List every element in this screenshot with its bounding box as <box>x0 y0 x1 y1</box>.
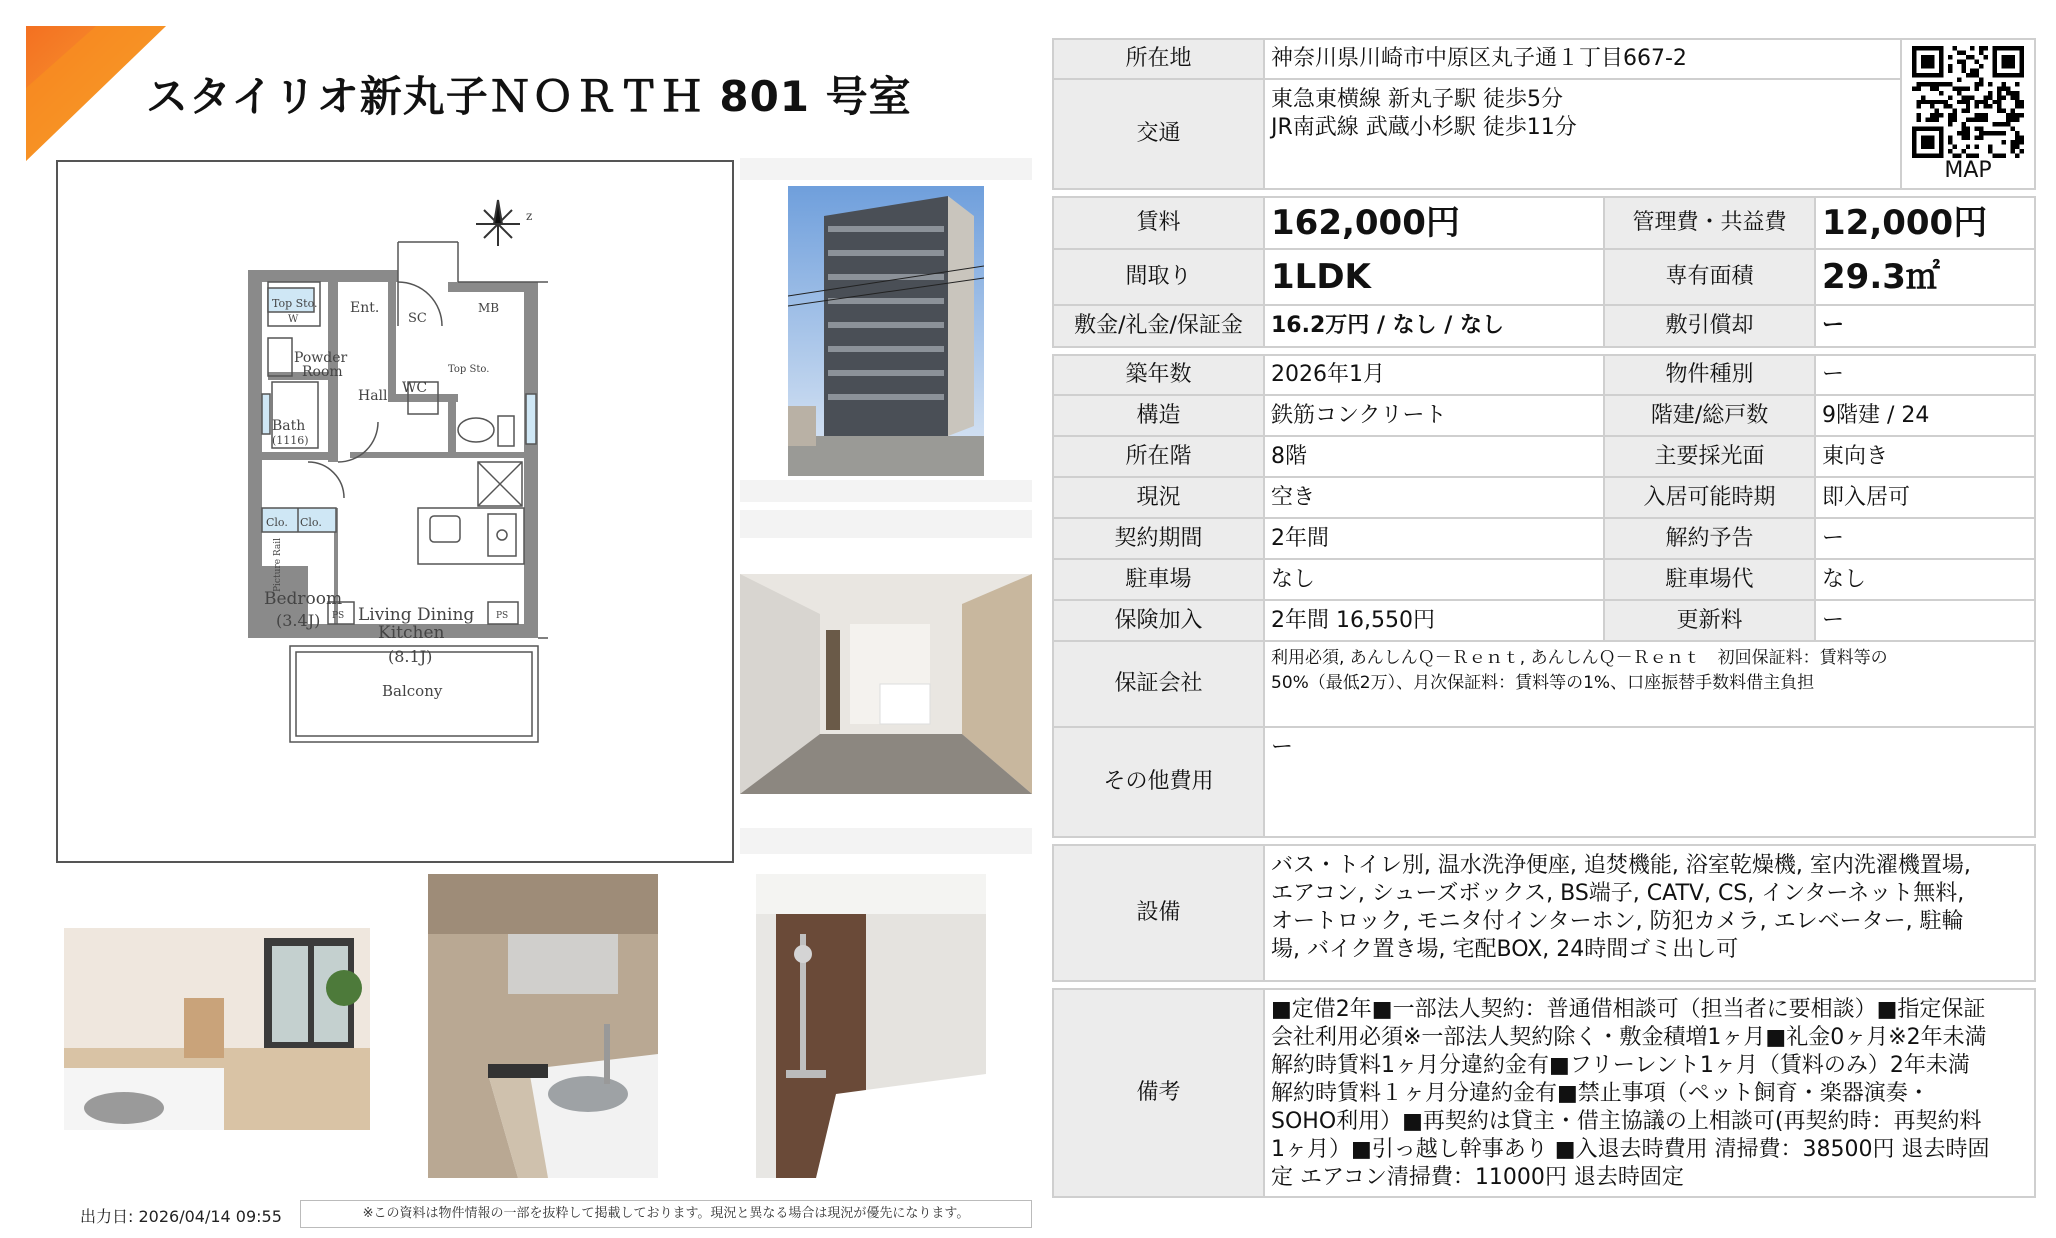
remarks-line-6: 1ヶ月）■引っ越し幹事あり ■入退去時費用 清掃費：38500円 退去時固 <box>1271 1137 1990 1162</box>
fp-clo-2: Clo. <box>300 516 322 529</box>
output-date: 出力日: 2026/04/14 09:55 <box>80 1207 282 1226</box>
floors-units-value: 9階建 / 24 <box>1815 395 2035 436</box>
parking-fee-value: なし <box>1815 559 2035 600</box>
lighting-label: 主要採光面 <box>1604 436 1815 477</box>
lighting-value: 東向き <box>1815 436 2035 477</box>
notice-value: ー <box>1815 518 2035 559</box>
fp-ldk-2: Kitchen <box>378 623 445 643</box>
deposit-label: 敷金/礼金/保証金 <box>1053 305 1264 347</box>
map-qr-code-icon[interactable] <box>1912 46 2024 158</box>
remarks-line-7: 定 エアコン清掃費：11000円 退去時固定 <box>1271 1165 1684 1190</box>
insurance-value: 2年間 16,550円 <box>1264 600 1604 641</box>
structure-value: 鉄筋コンクリート <box>1264 395 1604 436</box>
layout-value: 1LDK <box>1264 249 1604 305</box>
amortization-value: ー <box>1815 305 2035 347</box>
fp-ps-2: PS <box>496 611 509 621</box>
amortization-label: 敷引償却 <box>1604 305 1815 347</box>
renewal-label: 更新料 <box>1604 600 1815 641</box>
mgmt-fee-value: 12,000円 <box>1815 197 2035 249</box>
equipment-value <box>1264 845 2035 981</box>
property-type-label: 物件種別 <box>1604 355 1815 395</box>
fp-top-sto: Top Sto. <box>272 297 318 310</box>
fp-hall: Hall <box>358 388 388 404</box>
renewal-value: ー <box>1815 600 2035 641</box>
status-value: 空き <box>1264 477 1604 518</box>
remarks-label: 備考 <box>1053 989 1264 1197</box>
property-type-value: ー <box>1815 355 2035 395</box>
move-in-value: 即入居可 <box>1815 477 2035 518</box>
transit-line-1: 東急東横線 新丸子駅 徒歩5分 <box>1271 87 1563 112</box>
fp-clo-1: Clo. <box>266 516 288 529</box>
layout-label: 間取り <box>1053 249 1264 305</box>
equipment-line-3: オートロック, モニタ付インターホン, 防犯カメラ, エレベーター, 駐輪 <box>1271 909 1964 934</box>
living-room-photo <box>64 928 370 1130</box>
area-value: 29.3㎡ <box>1815 249 2035 305</box>
fp-bath-size: (1116) <box>272 434 309 447</box>
photo-divider <box>740 510 1032 538</box>
photo-divider <box>740 158 1032 180</box>
fp-bath: Bath <box>272 418 306 434</box>
built-value: 2026年1月 <box>1264 355 1604 395</box>
bathroom-photo <box>756 874 986 1178</box>
fp-ldk-1: Living Dining <box>358 605 475 625</box>
photo-divider <box>740 480 1032 502</box>
floor-label: 所在階 <box>1053 436 1264 477</box>
building-exterior-photo <box>788 186 984 476</box>
contract-label: 契約期間 <box>1053 518 1264 559</box>
fp-powder-2: Room <box>302 364 343 380</box>
fp-ldk-size: (8.1J) <box>388 647 433 666</box>
fp-bedroom-size: (3.4J) <box>276 611 321 630</box>
guarantor-value <box>1264 641 2035 727</box>
status-label: 現況 <box>1053 477 1264 518</box>
disclaimer-note: ※この資料は物件情報の一部を抜粋して掲載しております。現況と異なる場合は現況が優先になります。 <box>300 1200 1032 1228</box>
remarks-line-4: 解約時賃料１ヶ月分違約金有■禁止事項（ペット飼育・楽器演奏・ <box>1271 1081 1930 1106</box>
fp-bedroom: Bedroom <box>264 589 343 609</box>
corner-logo-mark <box>26 26 166 161</box>
notice-label: 解約予告 <box>1604 518 1815 559</box>
transit-line-2: JR南武線 武蔵小杉駅 徒歩11分 <box>1271 115 1577 140</box>
move-in-label: 入居可能時期 <box>1604 477 1815 518</box>
rent-label: 賃料 <box>1053 197 1264 249</box>
remarks-line-1: ■定借2年■一部法人契約：普通借相談可（担当者に要相談）■指定保証 <box>1271 997 1986 1022</box>
remarks-value <box>1264 989 2035 1197</box>
transit-value <box>1264 79 1901 189</box>
parking-fee-label: 駐車場代 <box>1604 559 1815 600</box>
north-compass-icon <box>476 200 520 246</box>
floor-value: 8階 <box>1264 436 1604 477</box>
north-label: z <box>526 209 533 223</box>
other-fees-value: ー <box>1264 727 2035 837</box>
floor-plan <box>56 160 734 863</box>
page-title: スタイリオ新丸子ＮＯＲＴＨ 801 号室 <box>146 72 912 121</box>
parking-label: 駐車場 <box>1053 559 1264 600</box>
guarantor-label: 保証会社 <box>1053 641 1264 727</box>
fp-picture-rail: Picture Rail <box>273 538 283 592</box>
equipment-label: 設備 <box>1053 845 1264 981</box>
guarantor-line-2: 50%（最低2万）、月次保証料：賃料等の1%、口座振替手数料借主負担 <box>1271 673 1815 693</box>
other-fees-label: その他費用 <box>1053 727 1264 837</box>
structure-label: 構造 <box>1053 395 1264 436</box>
fp-sc: SC <box>408 311 427 326</box>
area-label: 専有面積 <box>1604 249 1815 305</box>
address-label: 所在地 <box>1053 39 1264 79</box>
photo-divider <box>740 828 1032 854</box>
map-label[interactable]: MAP <box>1944 158 1992 183</box>
equipment-line-4: 場, バイク置き場, 宅配BOX, 24時間ゴミ出し可 <box>1271 937 1739 962</box>
transit-label: 交通 <box>1053 79 1264 189</box>
fp-wc: WC <box>402 380 428 396</box>
contract-value: 2年間 <box>1264 518 1604 559</box>
floors-units-label: 階建/総戸数 <box>1604 395 1815 436</box>
address-value: 神奈川県川崎市中原区丸子通１丁目667-2 <box>1264 39 1901 79</box>
property-info-table <box>1052 38 2036 1198</box>
deposit-value: 16.2万円 / なし / なし <box>1264 305 1604 347</box>
remarks-line-2: 会社利用必須※一部法人契約除く・敷金積増1ヶ月■礼金0ヶ月※2年未満 <box>1271 1025 1987 1050</box>
rent-value: 162,000円 <box>1264 197 1604 249</box>
fp-ent: Ent. <box>350 300 380 316</box>
built-label: 築年数 <box>1053 355 1264 395</box>
insurance-label: 保険加入 <box>1053 600 1264 641</box>
fp-top-sto-2: Top Sto. <box>448 364 490 375</box>
fp-mb: MB <box>478 301 500 315</box>
living-room-interior-photo <box>740 574 1032 794</box>
fp-powder-1: Powder <box>294 350 348 366</box>
fp-w: W <box>288 314 299 325</box>
mgmt-fee-label: 管理費・共益費 <box>1604 197 1815 249</box>
parking-value: なし <box>1264 559 1604 600</box>
equipment-line-2: エアコン, シューズボックス, BS端子, CATV, CS, インターネット無料, <box>1271 881 1965 906</box>
remarks-line-5: SOHO利用）■再契約は貸主・借主協議の上相談可(再契約時：再契約料 <box>1271 1109 1982 1134</box>
remarks-line-3: 解約時賃料1ヶ月分違約金有■フリーレント1ヶ月（賃料のみ）2年未満 <box>1271 1053 1970 1078</box>
kitchen-photo <box>428 874 658 1178</box>
guarantor-line-1: 利用必須, あんしんＱ－Ｒｅｎｔ, あんしんＱ－Ｒｅｎｔ 初回保証料：賃料等の <box>1271 648 1888 668</box>
fp-ps-1: PS <box>332 611 345 621</box>
fp-balcony: Balcony <box>382 682 443 700</box>
equipment-line-1: バス・トイレ別, 温水洗浄便座, 追焚機能, 浴室乾燥機, 室内洗濯機置場, <box>1271 853 1971 878</box>
